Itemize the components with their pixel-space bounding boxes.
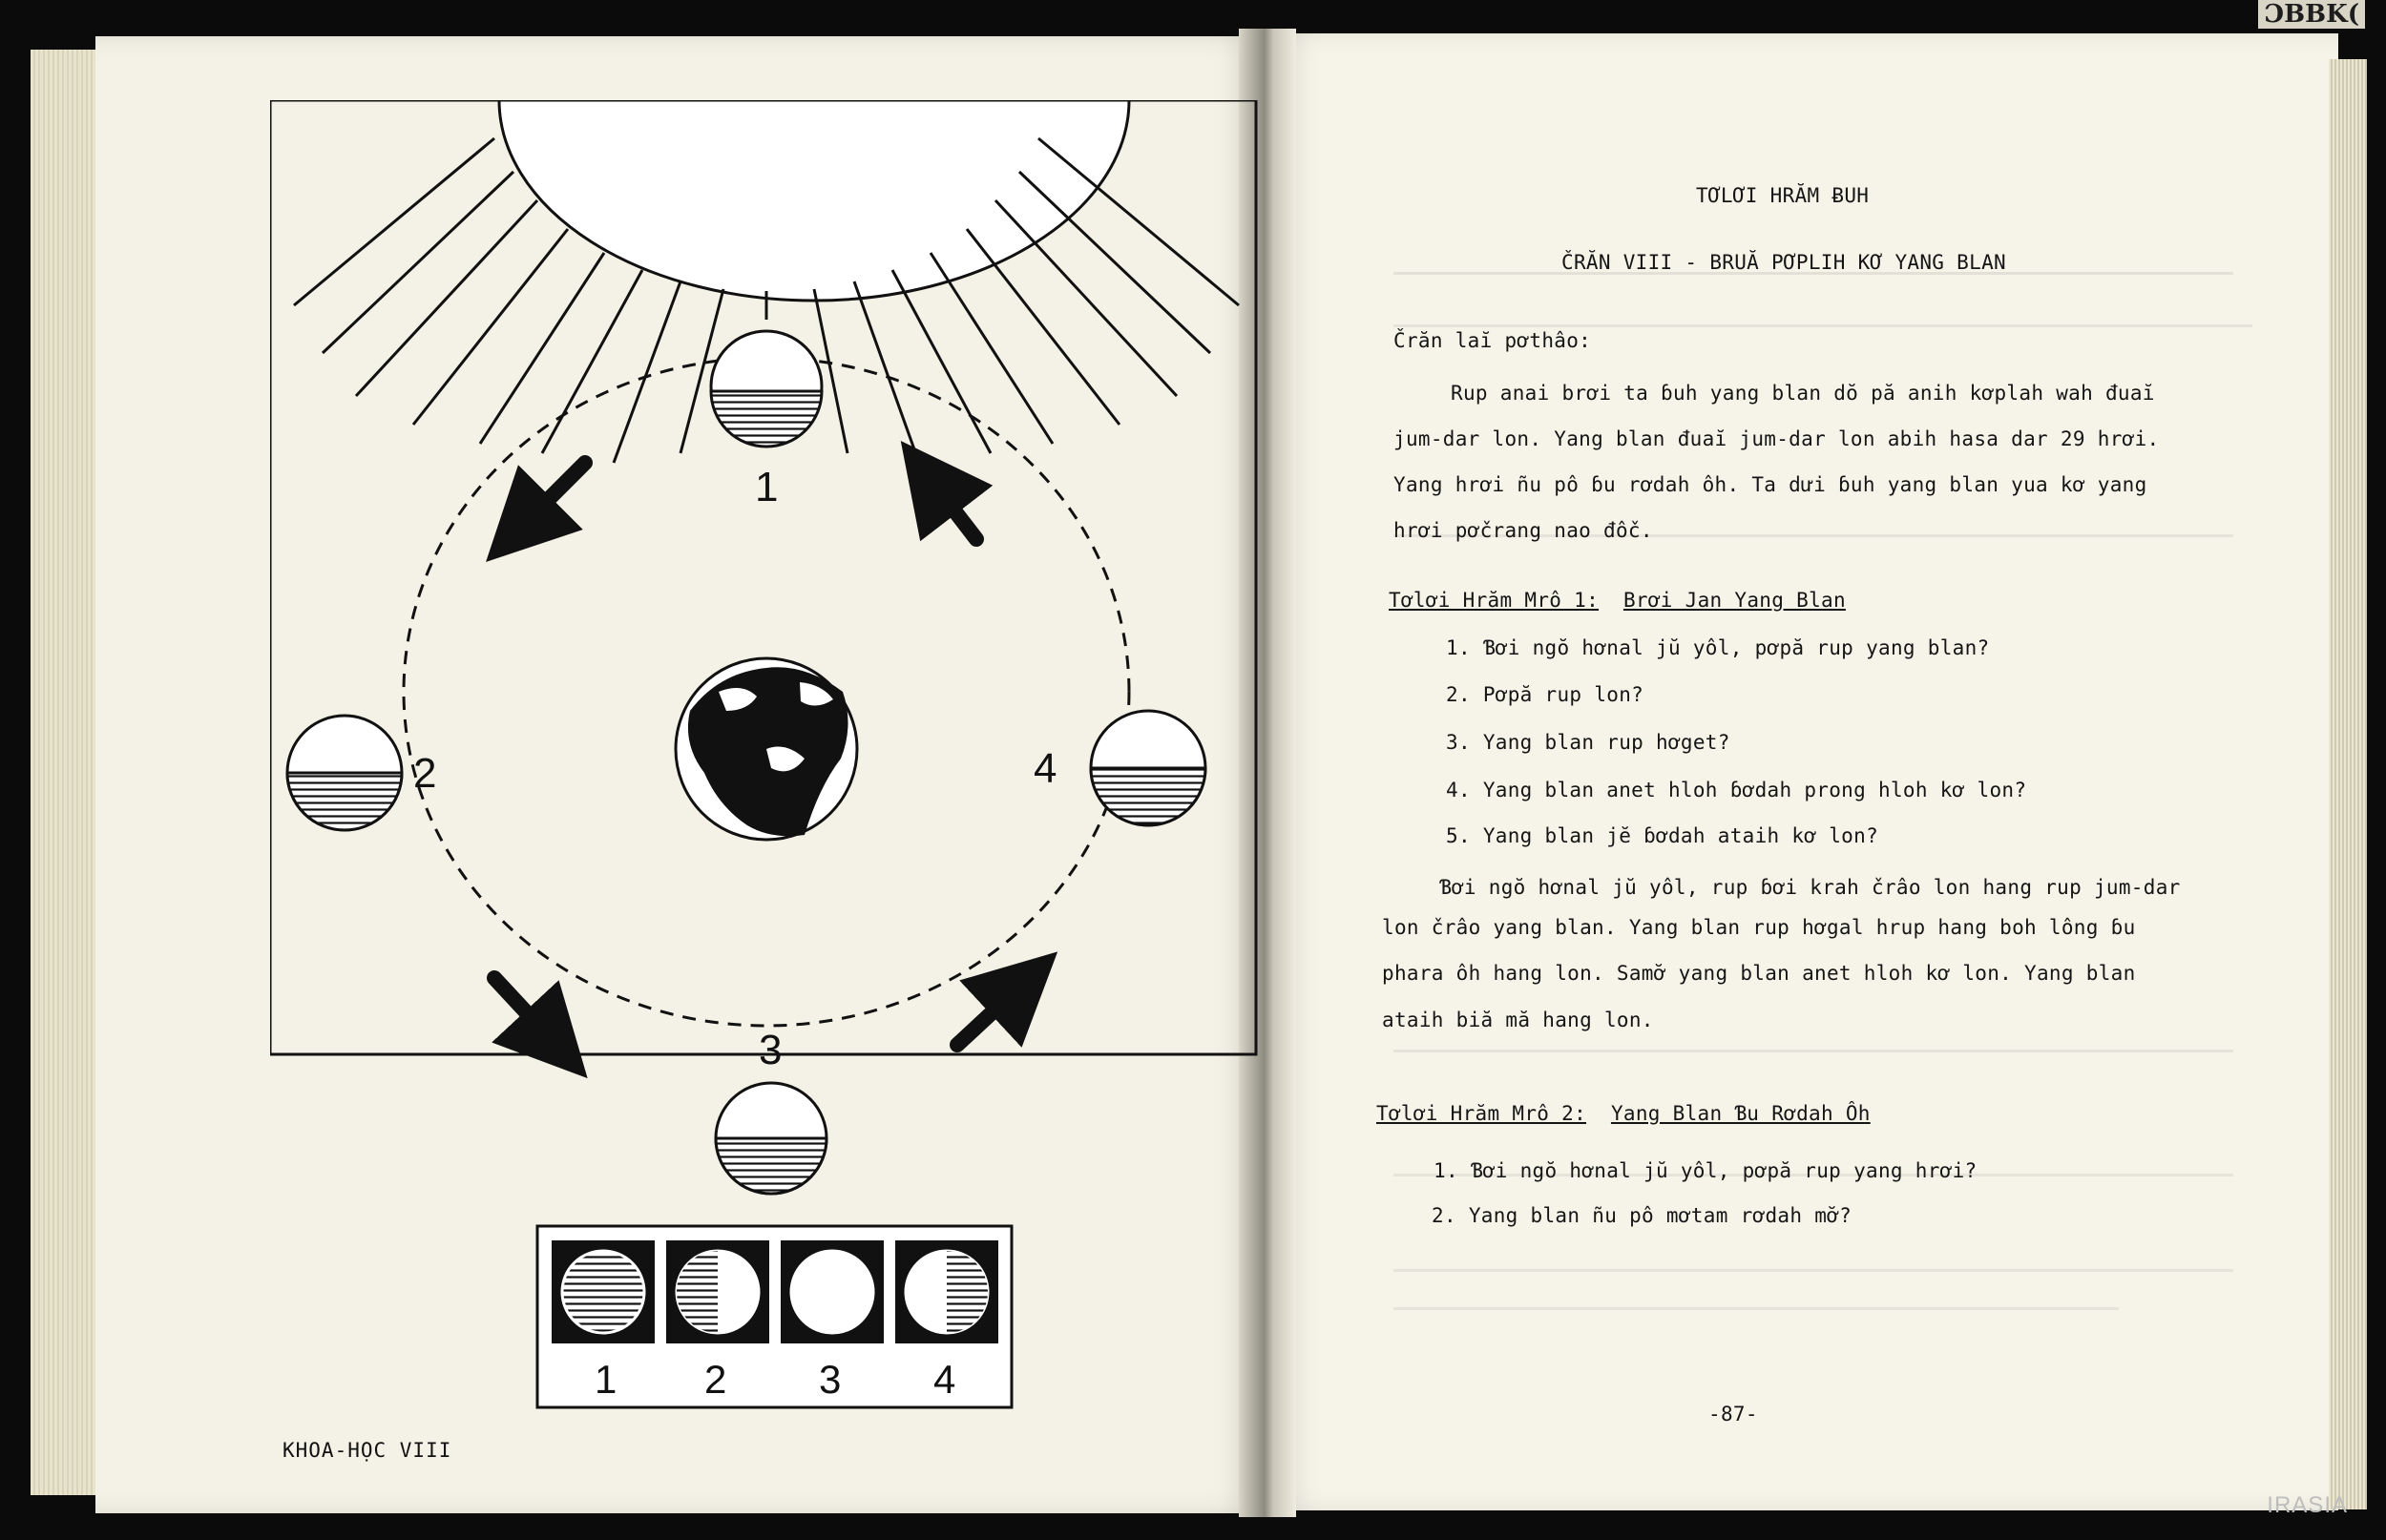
lesson-2-question: 2. Yang blan ñu pô mơtam rơdah mơ̆? <box>1432 1204 1852 1227</box>
phase-label-1: 1 <box>595 1357 617 1402</box>
lesson-2-label: Tơlơi Hrăm Mrô 2: <box>1376 1102 1587 1125</box>
lesson-2-question: 1. Ɓơi ngŏ hơnal jŭ yôl, pơpă rup yang hrơi? <box>1434 1159 1978 1182</box>
left-page-footer: KHOA-HỌC VIII <box>283 1439 452 1462</box>
intro-line: hrơi pơčrang nao đôč. <box>1393 519 1653 542</box>
phase-4 <box>895 1240 998 1343</box>
corner-mark: ƆBBK( <box>2258 0 2365 29</box>
lesson-1-paragraph-line: Ɓơi ngŏ hơnal jŭ yôl, rup ɓơi krah črâo lon hang rup jum-dar <box>1439 876 2181 899</box>
phase-2 <box>666 1240 769 1343</box>
orbit-label-4: 4 <box>1034 745 1057 792</box>
moon-position-4 <box>1091 711 1205 825</box>
lesson-1-question: 3. Yang blan rup hơget? <box>1446 731 1730 754</box>
lesson-1-paragraph-line: lon črâo yang blan. Yang blan rup hơgal hrup hang boh lông ɓu <box>1382 916 2136 939</box>
orbit-label-3: 3 <box>759 1027 783 1073</box>
moon-position-1 <box>711 331 822 447</box>
lesson-1-title: Brơi Jan Yang Blan <box>1622 589 1846 612</box>
intro-heading: Črăn laĭ pơthâo: <box>1393 329 1592 352</box>
watermark: IRASIA <box>2267 1492 2348 1518</box>
lesson-2-title: Yang Blan Ɓu Rơdah Ôh <box>1610 1102 1871 1125</box>
chapter-title: ČRĂN VIII - BRUĂ PƠPLIH KƠ YANG BLAN <box>1561 251 2006 274</box>
moon-phase-strip <box>537 1226 1012 1407</box>
moon-position-3 <box>716 1083 827 1194</box>
lesson-1-paragraph-line: ataih biă mă hang lon. <box>1382 1009 1654 1031</box>
phase-label-3: 3 <box>819 1357 842 1402</box>
moon-position-2 <box>287 716 402 830</box>
orbit-label-1: 1 <box>755 464 779 510</box>
lesson-1-question: 5. Yang blan jĕ ɓơdah ataih kơ lon? <box>1446 824 1879 847</box>
lesson-1-paragraph-line: phara ôh hang lon. Samơ̆ yang blan anet hloh kơ lon. Yang blan <box>1382 962 2136 985</box>
lesson-2-heading <box>1376 1102 1871 1125</box>
phase-1 <box>552 1240 655 1343</box>
orbit-label-2: 2 <box>413 750 437 797</box>
lesson-1-question: 1. Ɓơi ngŏ hơnal jŭ yôl, pơpă rup yang blan? <box>1446 636 1990 659</box>
lesson-1-question: 4. Yang blan anet hloh ɓơdah prong hloh kơ lon? <box>1446 779 2027 801</box>
lesson-1-question: 2. Pơpă rup lon? <box>1446 683 1644 706</box>
page-number: -87- <box>1708 1403 1758 1426</box>
lesson-1-label: Tơlơi Hrăm Mrô 1: <box>1389 589 1600 612</box>
page-header: TƠLƠI HRĂM ɃUH <box>1696 184 1870 207</box>
intro-line: Yang hrơi ñu pô ɓu rơdah ôh. Ta dưi ɓuh yang blan yua kơ yang <box>1393 473 2147 496</box>
earth <box>676 658 857 840</box>
moon-phases-diagram <box>270 100 1258 1412</box>
lesson-1-heading <box>1389 589 1846 612</box>
intro-line: Rup anai brơi ta ɓuh yang blan dŏ pă anih kơplah wah đuaĭ <box>1451 382 2155 405</box>
phase-label-2: 2 <box>704 1357 727 1402</box>
right-page-stack <box>2329 59 2367 1509</box>
intro-line: jum-dar lon. Yang blan đuaĭ jum-dar lon abih hasa dar 29 hrơi. <box>1393 427 2160 450</box>
phase-label-4: 4 <box>933 1357 956 1402</box>
phase-3 <box>781 1240 884 1343</box>
